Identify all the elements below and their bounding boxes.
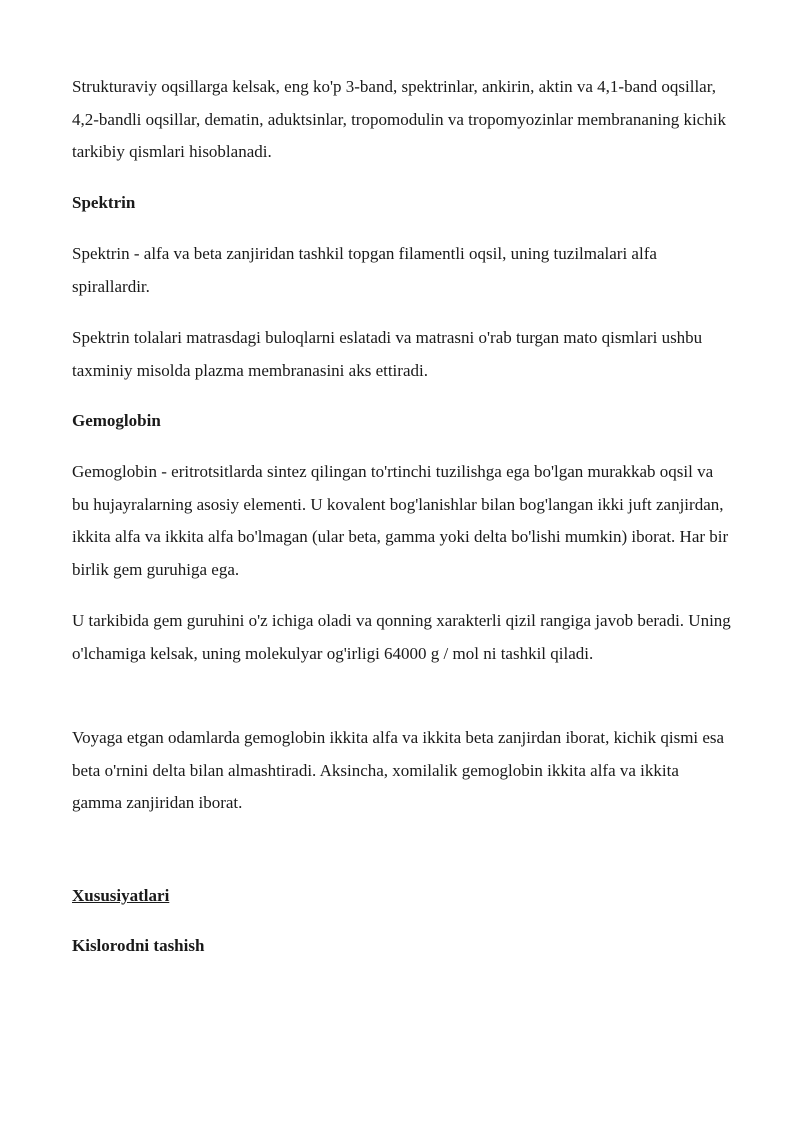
paragraph-spektrin-definition: Spektrin - alfa va beta zanjiridan tashkil topgan filamentli oqsil, uning tuzilmalari alfa spirallardir. (72, 244, 657, 296)
paragraph-gemoglobin-chains: Voyaga etgan odamlarda gemoglobin ikkita alfa va ikkita beta zanjirdan iborat, kichik qismi esa beta o'rnini delta bilan almashtiradi. Aksincha, xomilalik gemoglobin ikkita alfa va ikkita gamma zanjiridan iborat. (72, 728, 725, 812)
heading-gemoglobin: Gemoglobin (72, 411, 161, 430)
paragraph-gemoglobin-weight: U tarkibida gem guruhini o'z ichiga oladi va qonning xarakterli qizil rangiga javob beradi. Uning o'lchamiga kelsak, uning molekulyar og'irligi 64000 g / mol ni tashkil qiladi. (72, 611, 731, 663)
heading-xususiyatlari: Xususiyatlari (72, 886, 170, 905)
paragraph-structural-proteins: Strukturaviy oqsillarga kelsak, eng ko'p 3-band, spektrinlar, ankirin, aktin va 4,1-band oqsillar, 4,2-bandli oqsillar, dematin, aduktsinlar, tropomodulin va tropomyozinlar membrananing kichik tarkibiy qismlari hisoblanadi. (72, 77, 726, 161)
paragraph-gemoglobin-definition: Gemoglobin - eritrotsitlarda sintez qilingan to'rtinchi tuzilishga ega bo'lgan murakkab oqsil va bu hujayralarning asosiy elementi. U kovalent bog'lanishlar bilan bog'langan ikki juft zanjirdan, ikkita alfa va ikkita alfa bo'lmagan (ular beta, gamma yoki delta bo'lishi mumkin) iborat. Har bir birlik gem guruhiga ega. (72, 462, 729, 579)
heading-spektrin: Spektrin (72, 193, 136, 212)
heading-kislorodni-tashish: Kislorodni tashish (72, 936, 205, 955)
paragraph-spektrin-analogy: Spektrin tolalari matrasdagi buloqlarni eslatadi va matrasni o'rab turgan mato qismlari ushbu taxminiy misolda plazma membranasini aks ettiradi. (72, 328, 703, 380)
